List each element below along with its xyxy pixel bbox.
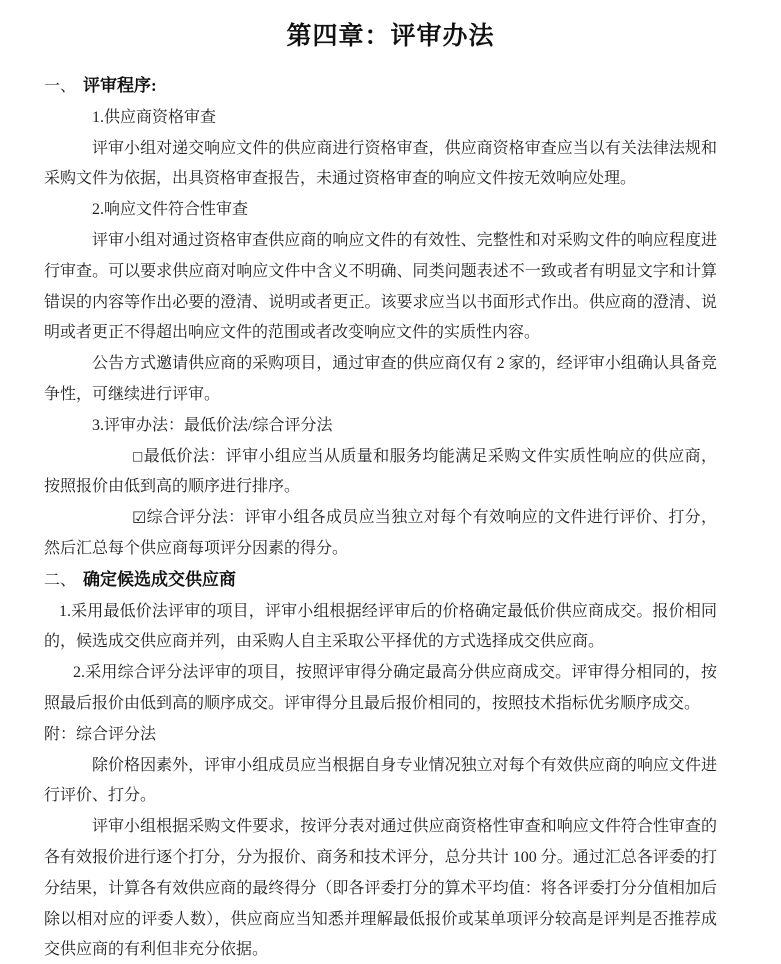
- paragraph-highest-score-award: 2.采用综合评分法评审的项目，按照评审得分确定最高分供应商成交。评审得分相同的，按照最后报价由低到高的顺序成交。评审得分且最后报价相同的，按照技术指标优劣顺序成交。: [44, 664, 717, 712]
- section-number: 一、: [44, 78, 77, 95]
- section-heading-label: 确定候选成交供应商: [83, 569, 237, 589]
- paragraph-comprehensive-scoring-method: [44, 503, 717, 565]
- subheading-evaluation-methods: 3.评审办法：最低价法/综合评分法: [92, 416, 333, 434]
- attachment-label-comprehensive-scoring: 附：综合评分法: [44, 725, 157, 743]
- paragraph-independent-scoring: 除价格因素外，评审小组成员应当根据自身专业情况独立对每个有效供应商的响应文件进行评价、打分。: [44, 756, 717, 805]
- subheading-supplier-qualification-review: 1.供应商资格审查: [92, 108, 217, 126]
- document-body: [44, 71, 717, 964]
- checkbox-checked-icon: ☑: [132, 508, 147, 528]
- section-heading-label: 评审程序:: [83, 76, 157, 95]
- subheading-response-conformity-review: 2.响应文件符合性审查: [92, 201, 249, 219]
- paragraph-qualification-review: 评审小组对递交响应文件的供应商进行资格审查，供应商资格审查应当以有关法律法规和采购文件为依据，出具资格审查报告，未通过资格审查的响应文件按无效响应处理。: [44, 139, 717, 188]
- comprehensive-scoring-method-text: 综合评分法：评审小组各成员应当独立对每个有效响应的文件进行评价、打分，然后汇总每个供应商每项评分因素的得分。: [44, 509, 717, 557]
- paragraph-conformity-review: 评审小组对通过资格审查供应商的响应文件的有效性、完整性和对采购文件的响应程度进行审查。可以要求供应商对响应文件中含义不明确、同类问题表述不一致或者有明显文字和计算错误的内容等作出必要的澄清、说明或者更正。该要求应当以书面形式作出。供应商的澄清、说明或者更正不得超出响应文件的范围或者改变响应文件的实质性内容。: [44, 231, 717, 342]
- section-number: 二、: [44, 571, 77, 589]
- chapter-title: 第四章：评审办法: [286, 23, 495, 50]
- checkbox-unchecked-icon: □: [132, 448, 144, 463]
- paragraph-lowest-price-award: 1.采用最低价法评审的项目，评审小组根据经评审后的价格确定最低价供应商成交。报价相同的，候选成交供应商并列，由采购人自主采取公平择优的方式选择成交供应商。: [44, 602, 717, 651]
- paragraph-two-suppliers-competition: 公告方式邀请供应商的采购项目，通过审查的供应商仅有 2 家的，经评审小组确认具备竞争性，可继续进行评审。: [44, 355, 717, 403]
- lowest-price-method-text: 最低价法：评审小组应当从质量和服务均能满足采购文件实质性响应的供应商，按照报价由低到高的顺序进行排序。: [44, 447, 717, 496]
- section-heading-review-procedure: [44, 71, 717, 103]
- section-heading-determine-winning-supplier: [44, 565, 717, 597]
- paragraph-lowest-price-method: [44, 442, 717, 504]
- paragraph-scoring-table-total-100: 评审小组根据采购文件要求，按评分表对通过供应商资格性审查和响应文件符合性审查的各有效报价进行逐个打分，分为报价、商务和技术评分，总分共计 100 分。通过汇总各评委的打分结果，计算各有效供应商的最终得分（即各评委打分的算术平均值：将各评委打分分值相加后除以相对应的评委人数），供应商应当知悉并理解最低报价或某单项评分较高是评判是否推荐成交供应商的有利但非充分依据。: [44, 818, 717, 959]
